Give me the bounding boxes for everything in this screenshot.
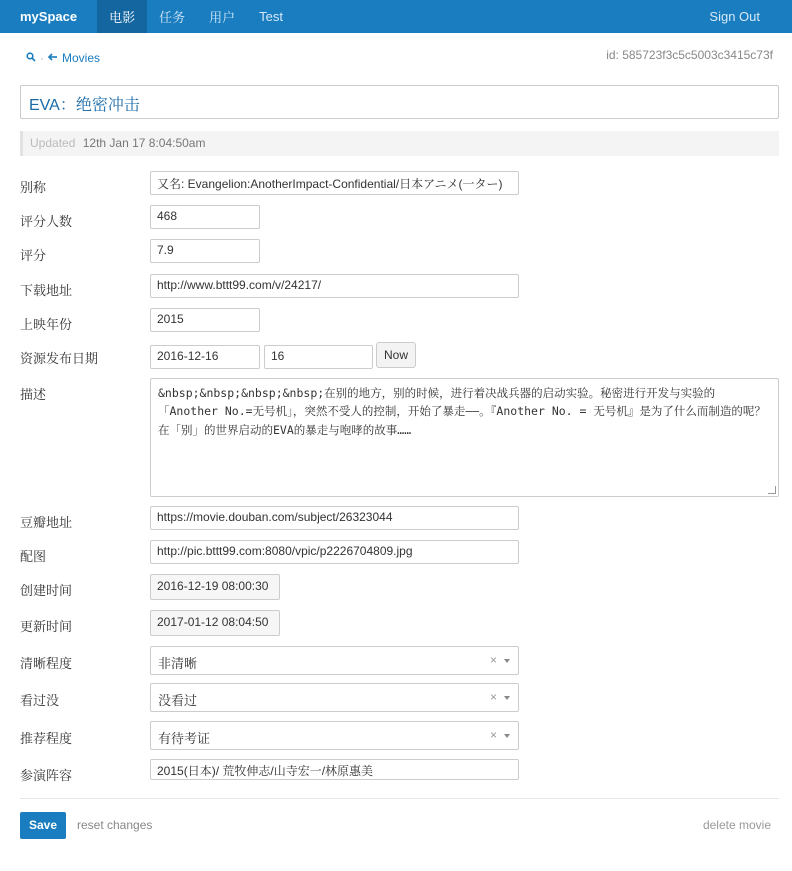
title-input[interactable]: EVA：绝密冲击 [20, 85, 779, 119]
save-button[interactable]: Save [20, 812, 66, 839]
release-date-label: 资源发布日期 [20, 351, 99, 366]
chevron-down-icon[interactable] [504, 696, 510, 700]
release-time-input[interactable]: 16 [264, 345, 373, 369]
watched-label: 看过没 [20, 693, 60, 708]
recommend-label: 推荐程度 [20, 731, 73, 746]
nav-item-movies[interactable]: 电影 [97, 0, 147, 33]
raters-label: 评分人数 [20, 214, 73, 229]
clear-icon[interactable]: × [489, 728, 497, 742]
search-icon[interactable] [26, 51, 36, 65]
watched-selected-value: 没看过 [158, 693, 198, 708]
form-divider [20, 798, 779, 799]
breadcrumb-movies-link[interactable]: Movies [62, 51, 101, 65]
delete-movie-link[interactable]: delete movie [702, 818, 771, 832]
created-value: 2016-12-19 08:00:30 [150, 574, 280, 600]
year-label: 上映年份 [20, 317, 73, 332]
record-id: id: 585723f3c5c5003c3415c73f [606, 48, 773, 62]
recommend-select[interactable] [150, 721, 519, 750]
chevron-down-icon[interactable] [504, 659, 510, 663]
nav-item-users[interactable]: 用户 [209, 10, 236, 25]
back-arrow-icon[interactable] [48, 51, 58, 65]
created-label: 创建时间 [20, 583, 73, 598]
download-url-input[interactable]: http://www.bttt99.com/v/24217/ [150, 274, 519, 298]
now-button[interactable]: Now [376, 342, 416, 368]
raters-input[interactable]: 468 [150, 205, 260, 229]
release-date-input[interactable]: 2016-12-16 [150, 345, 260, 369]
modified-value: 2017-01-12 08:04:50 [150, 610, 280, 636]
breadcrumb-separator: · [40, 51, 44, 65]
resize-handle[interactable] [768, 486, 776, 494]
rating-label: 评分 [20, 248, 47, 263]
nav-item-test[interactable]: Test [259, 9, 283, 24]
top-navbar [0, 0, 792, 33]
description-textarea[interactable] [150, 378, 779, 497]
sign-out-link[interactable]: Sign Out [709, 9, 760, 24]
recommend-selected-value: 有待考证 [158, 731, 211, 746]
modified-label: 更新时间 [20, 619, 73, 634]
rating-input[interactable]: 7.9 [150, 239, 260, 263]
cast-label: 参演阵容 [20, 768, 73, 783]
clarity-select[interactable] [150, 646, 519, 675]
year-input[interactable]: 2015 [150, 308, 260, 332]
clear-icon[interactable]: × [489, 690, 497, 704]
breadcrumb [26, 51, 100, 65]
douban-url-input[interactable]: https://movie.douban.com/subject/26323044 [150, 506, 519, 530]
clarity-label: 清晰程度 [20, 656, 73, 671]
image-label: 配图 [20, 549, 47, 564]
brand-link[interactable]: mySpace [20, 9, 78, 24]
updated-bar [20, 131, 779, 156]
updated-label: Updated [30, 136, 76, 150]
nav-item-tasks[interactable]: 任务 [159, 10, 186, 25]
description-label: 描述 [20, 387, 47, 402]
alias-label: 别称 [20, 180, 47, 195]
cast-input[interactable]: 2015(日本)/ 荒牧伸志/山寺宏一/林原惠美 [150, 759, 519, 780]
alias-input[interactable]: 又名: Evangelion:AnotherImpact-Confidential/日本アニメ(一ター) [150, 171, 519, 195]
clarity-selected-value: 非清晰 [158, 656, 198, 671]
image-url-input[interactable]: http://pic.bttt99.com:8080/vpic/p2226704809.jpg [150, 540, 519, 564]
chevron-down-icon[interactable] [504, 734, 510, 738]
clear-icon[interactable]: × [489, 653, 497, 667]
description-text: &nbsp;&nbsp;&nbsp;&nbsp;在别的地方，别的时候，进行着决战兵器的启动实验。秘密进行开发与实验的「Another No.=无号机」，突然不受人的控制，开始了暴走——。『Another No. = 无号机』是为了什么而制造的呢？在「别」的世界启动的EVA的暴走与咆哮的故事…… [158, 386, 766, 437]
reset-changes-link[interactable]: reset changes [77, 818, 153, 832]
updated-value: 12th Jan 17 8:04:50am [82, 136, 206, 150]
watched-select[interactable] [150, 683, 519, 712]
download-label: 下载地址 [20, 283, 73, 298]
douban-label: 豆瓣地址 [20, 515, 73, 530]
